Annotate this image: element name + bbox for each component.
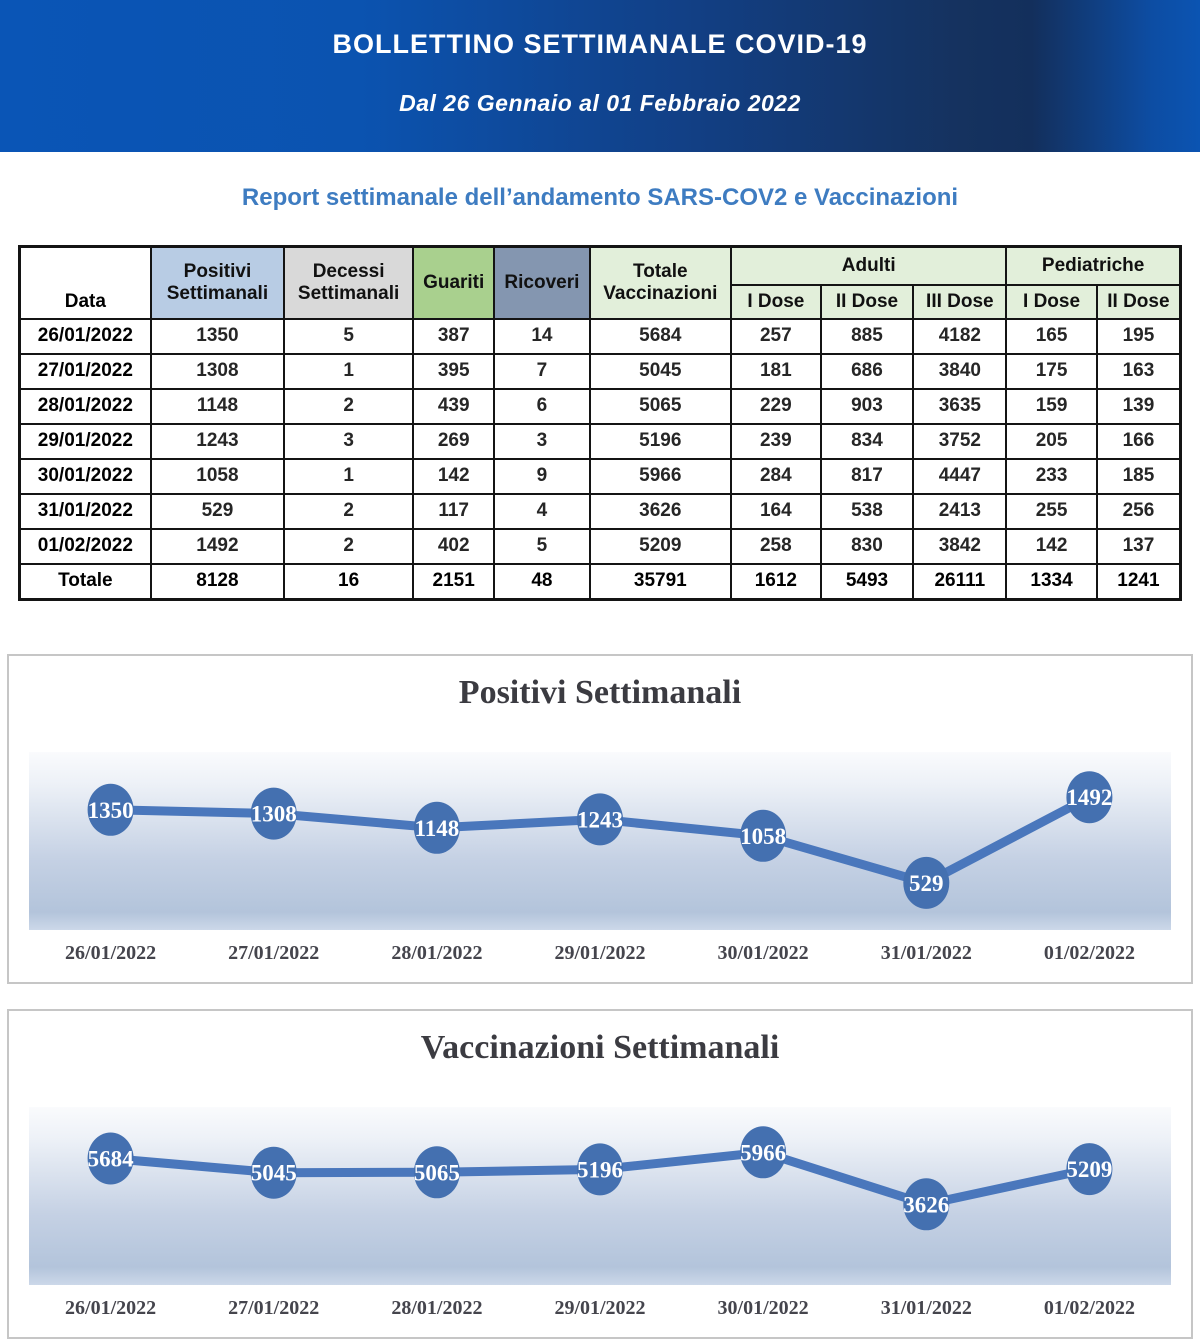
data-point-label: 529 bbox=[909, 870, 944, 896]
line-chart-vaccinazioni bbox=[9, 1069, 1191, 1329]
date-cell: 31/01/2022 bbox=[20, 494, 151, 529]
value-cell: 142 bbox=[1006, 529, 1097, 564]
chart-title-vaccinazioni: Vaccinazioni Settimanali bbox=[420, 1029, 780, 1066]
value-cell: 258 bbox=[731, 529, 820, 564]
column-header-adulti-dose1: I Dose bbox=[731, 285, 820, 319]
data-point-label: 1492 bbox=[1066, 785, 1113, 811]
x-axis-label: 28/01/2022 bbox=[391, 942, 483, 964]
data-point-label: 1148 bbox=[414, 815, 460, 841]
date-cell: 27/01/2022 bbox=[20, 354, 151, 389]
value-cell: 229 bbox=[731, 389, 820, 424]
table-row bbox=[20, 424, 1181, 459]
value-cell: 2 bbox=[284, 529, 413, 564]
date-cell: 01/02/2022 bbox=[20, 529, 151, 564]
value-cell: 817 bbox=[821, 459, 914, 494]
value-cell: 5209 bbox=[590, 529, 732, 564]
value-cell: 686 bbox=[821, 354, 914, 389]
column-header-pediatriche-dose1: I Dose bbox=[1006, 285, 1097, 319]
value-cell: 3626 bbox=[590, 494, 732, 529]
table-body bbox=[20, 319, 1181, 564]
date-cell: 29/01/2022 bbox=[20, 424, 151, 459]
x-axis-label: 29/01/2022 bbox=[554, 942, 646, 964]
value-cell: 164 bbox=[731, 494, 820, 529]
column-header-totale-vaccinazioni: Totale Vaccinazioni bbox=[590, 247, 732, 319]
total-value-cell: 35791 bbox=[590, 564, 732, 600]
x-axis-label: 01/02/2022 bbox=[1043, 1297, 1135, 1319]
value-cell: 5045 bbox=[590, 354, 732, 389]
x-axis-label: 30/01/2022 bbox=[717, 1297, 809, 1319]
total-value-cell: 1334 bbox=[1006, 564, 1097, 600]
column-header-decessi: Decessi Settimanali bbox=[284, 247, 413, 319]
value-cell: 5 bbox=[494, 529, 589, 564]
value-cell: 3752 bbox=[913, 424, 1006, 459]
plot-area bbox=[29, 1107, 1171, 1285]
column-header-data: Data bbox=[20, 247, 151, 319]
total-row-label: Totale bbox=[20, 564, 151, 600]
total-value-cell: 1241 bbox=[1097, 564, 1181, 600]
value-cell: 3842 bbox=[913, 529, 1006, 564]
value-cell: 7 bbox=[494, 354, 589, 389]
value-cell: 402 bbox=[413, 529, 494, 564]
column-header-pediatriche-dose2: II Dose bbox=[1097, 285, 1181, 319]
value-cell: 195 bbox=[1097, 319, 1181, 354]
value-cell: 5196 bbox=[590, 424, 732, 459]
value-cell: 181 bbox=[731, 354, 820, 389]
value-cell: 3 bbox=[494, 424, 589, 459]
value-cell: 834 bbox=[821, 424, 914, 459]
group-header-pediatriche: Pediatriche bbox=[1006, 247, 1180, 285]
value-cell: 142 bbox=[413, 459, 494, 494]
value-cell: 1243 bbox=[151, 424, 285, 459]
total-value-cell: 26111 bbox=[913, 564, 1006, 600]
report-heading: Report settimanale dell’andamento SARS-COV2 e Vaccinazioni bbox=[241, 184, 959, 211]
value-cell: 139 bbox=[1097, 389, 1181, 424]
covid-data-table bbox=[18, 245, 1182, 601]
value-cell: 3840 bbox=[913, 354, 1006, 389]
value-cell: 1492 bbox=[151, 529, 285, 564]
date-cell: 28/01/2022 bbox=[20, 389, 151, 424]
data-point-label: 1058 bbox=[740, 823, 787, 849]
table-header bbox=[20, 247, 1181, 319]
column-header-ricoveri: Ricoveri bbox=[494, 247, 589, 319]
x-axis-label: 27/01/2022 bbox=[228, 942, 320, 964]
value-cell: 903 bbox=[821, 389, 914, 424]
value-cell: 5 bbox=[284, 319, 413, 354]
x-axis-label: 27/01/2022 bbox=[228, 1297, 320, 1319]
table-row bbox=[20, 319, 1181, 354]
x-axis-label: 26/01/2022 bbox=[65, 1297, 157, 1319]
value-cell: 185 bbox=[1097, 459, 1181, 494]
banner bbox=[0, 0, 1200, 152]
value-cell: 1 bbox=[284, 459, 413, 494]
data-point-label: 5196 bbox=[577, 1157, 623, 1183]
value-cell: 4182 bbox=[913, 319, 1006, 354]
data-point-label: 1243 bbox=[577, 807, 623, 833]
value-cell: 9 bbox=[494, 459, 589, 494]
x-axis-label: 31/01/2022 bbox=[880, 942, 972, 964]
line-chart-positivi bbox=[9, 714, 1191, 974]
total-value-cell: 1612 bbox=[731, 564, 820, 600]
value-cell: 1350 bbox=[151, 319, 285, 354]
data-point-label: 5966 bbox=[740, 1140, 787, 1166]
chart-title-positivi: Positivi Settimanali bbox=[458, 674, 742, 711]
value-cell: 4447 bbox=[913, 459, 1006, 494]
total-value-cell: 5493 bbox=[821, 564, 914, 600]
value-cell: 395 bbox=[413, 354, 494, 389]
value-cell: 439 bbox=[413, 389, 494, 424]
chart-card-positivi bbox=[7, 654, 1193, 984]
value-cell: 6 bbox=[494, 389, 589, 424]
date-cell: 26/01/2022 bbox=[20, 319, 151, 354]
value-cell: 1058 bbox=[151, 459, 285, 494]
value-cell: 1 bbox=[284, 354, 413, 389]
value-cell: 1148 bbox=[151, 389, 285, 424]
column-header-positivi: Positivi Settimanali bbox=[151, 247, 285, 319]
value-cell: 255 bbox=[1006, 494, 1097, 529]
value-cell: 830 bbox=[821, 529, 914, 564]
column-header-adulti-dose2: II Dose bbox=[821, 285, 914, 319]
value-cell: 165 bbox=[1006, 319, 1097, 354]
value-cell: 885 bbox=[821, 319, 914, 354]
value-cell: 284 bbox=[731, 459, 820, 494]
x-axis-label: 01/02/2022 bbox=[1043, 942, 1135, 964]
value-cell: 5065 bbox=[590, 389, 732, 424]
total-value-cell: 16 bbox=[284, 564, 413, 600]
x-axis-label: 31/01/2022 bbox=[880, 1297, 972, 1319]
total-value-cell: 8128 bbox=[151, 564, 285, 600]
value-cell: 137 bbox=[1097, 529, 1181, 564]
value-cell: 529 bbox=[151, 494, 285, 529]
total-value-cell: 2151 bbox=[413, 564, 494, 600]
value-cell: 387 bbox=[413, 319, 494, 354]
x-axis-label: 29/01/2022 bbox=[554, 1297, 646, 1319]
value-cell: 239 bbox=[731, 424, 820, 459]
data-point-label: 5209 bbox=[1066, 1157, 1113, 1183]
x-axis-label: 30/01/2022 bbox=[717, 942, 809, 964]
value-cell: 269 bbox=[413, 424, 494, 459]
banner-title: BOLLETTINO SETTIMANALE COVID-19 bbox=[332, 29, 868, 59]
value-cell: 2 bbox=[284, 389, 413, 424]
value-cell: 5966 bbox=[590, 459, 732, 494]
value-cell: 159 bbox=[1006, 389, 1097, 424]
value-cell: 175 bbox=[1006, 354, 1097, 389]
value-cell: 2 bbox=[284, 494, 413, 529]
data-point-label: 1308 bbox=[250, 801, 297, 827]
group-header-adulti: Adulti bbox=[731, 247, 1006, 285]
value-cell: 3635 bbox=[913, 389, 1006, 424]
total-row bbox=[20, 564, 1181, 600]
total-value-cell: 48 bbox=[494, 564, 589, 600]
value-cell: 3 bbox=[284, 424, 413, 459]
value-cell: 4 bbox=[494, 494, 589, 529]
x-axis-label: 26/01/2022 bbox=[65, 942, 157, 964]
value-cell: 256 bbox=[1097, 494, 1181, 529]
table-row bbox=[20, 354, 1181, 389]
data-point-label: 5684 bbox=[87, 1146, 134, 1172]
table-row bbox=[20, 389, 1181, 424]
value-cell: 117 bbox=[413, 494, 494, 529]
value-cell: 2413 bbox=[913, 494, 1006, 529]
value-cell: 5684 bbox=[590, 319, 732, 354]
date-cell: 30/01/2022 bbox=[20, 459, 151, 494]
value-cell: 233 bbox=[1006, 459, 1097, 494]
banner-subtitle: Dal 26 Gennaio al 01 Febbraio 2022 bbox=[399, 90, 801, 116]
value-cell: 205 bbox=[1006, 424, 1097, 459]
data-point-label: 3626 bbox=[903, 1192, 950, 1218]
value-cell: 1308 bbox=[151, 354, 285, 389]
table-row bbox=[20, 494, 1181, 529]
value-cell: 257 bbox=[731, 319, 820, 354]
x-axis-label: 28/01/2022 bbox=[391, 1297, 483, 1319]
column-header-adulti-dose3: III Dose bbox=[913, 285, 1006, 319]
column-header-guariti: Guariti bbox=[413, 247, 494, 319]
data-point-label: 1350 bbox=[87, 797, 134, 823]
table-row bbox=[20, 459, 1181, 494]
data-point-label: 5065 bbox=[413, 1160, 460, 1186]
table-row bbox=[20, 529, 1181, 564]
value-cell: 166 bbox=[1097, 424, 1181, 459]
value-cell: 538 bbox=[821, 494, 914, 529]
data-point-label: 5045 bbox=[250, 1160, 297, 1186]
value-cell: 14 bbox=[494, 319, 589, 354]
value-cell: 163 bbox=[1097, 354, 1181, 389]
chart-card-vaccinazioni bbox=[7, 1009, 1193, 1339]
